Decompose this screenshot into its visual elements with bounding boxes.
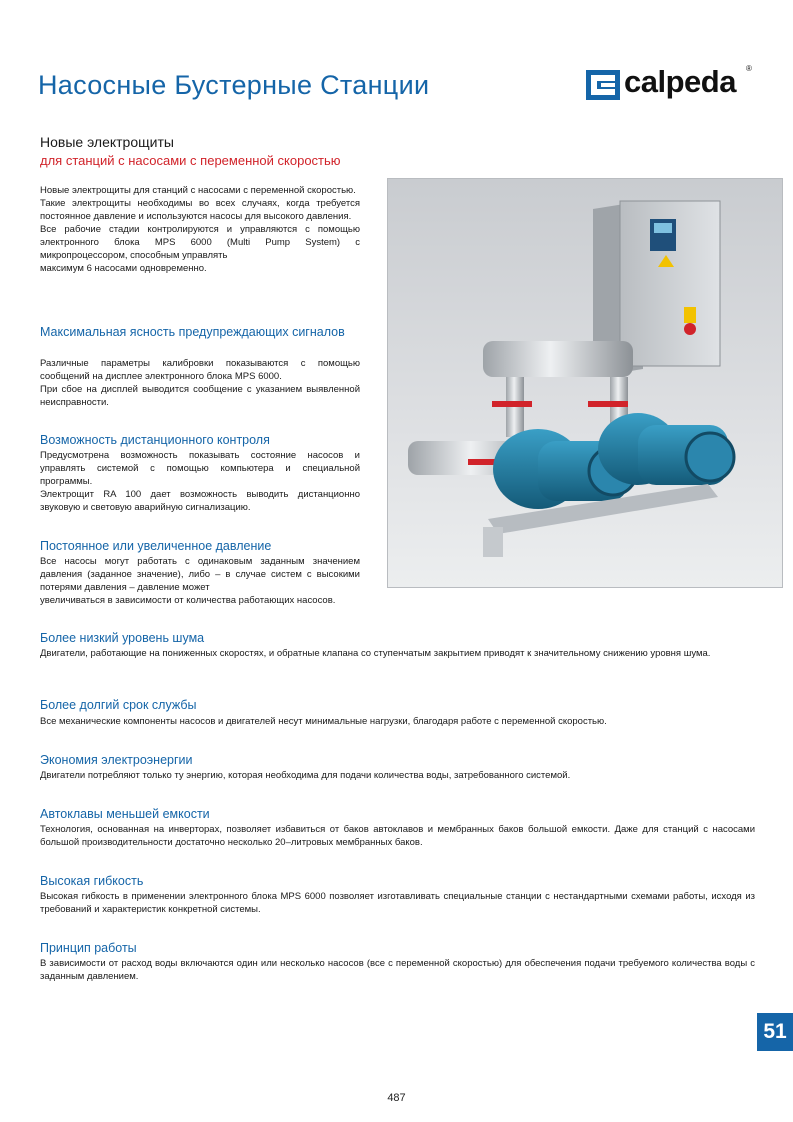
section-line: Различные параметры калибровки показываются с помощью сообщений на дисплее электронного блока MPS 6000.	[40, 358, 360, 382]
subtitle: Новые электрощиты	[40, 134, 174, 150]
section-heading: Экономия электроэнергии	[40, 753, 193, 767]
intro-line: максимум 6 насосами одновременно.	[40, 263, 207, 274]
intro-line: Все рабочие стадии контролируются и управляются с помощью электронного блока MPS 6000 (Multi Pump System) с микропроцессором, способным управлять	[40, 224, 360, 261]
calpeda-mark-icon	[586, 70, 620, 100]
section-line-wide: увеличиваться в зависимости от количества работающих насосов.	[40, 595, 336, 606]
section-text	[40, 555, 360, 594]
section-heading: Высокая гибкость	[40, 874, 144, 888]
product-photo	[387, 178, 783, 588]
subtitle-red: для станций с насосами с переменной скоростью	[40, 153, 341, 168]
section-text: Технология, основанная на инверторах, позволяет избавиться от баков автоклавов и мембранных баков большой емкости. Даже для станций с насосами большой производительности достаточно несколько 20–литровых мембранных баков.	[40, 824, 755, 848]
section-heading: Принцип работы	[40, 941, 137, 955]
intro-line: Новые электрощиты для станций с насосами с переменной скоростью.	[40, 185, 356, 196]
section-text	[40, 357, 360, 409]
booster-station-illustration	[388, 179, 782, 587]
section-line: Предусмотрена возможность показывать состояние насосов и управлять системой с помощью компьютера и специальной программы.	[40, 450, 360, 487]
section-text: Двигатели, работающие на пониженных скоростях, и обратные клапана со ступенчатым закрытием приводят к значительному снижению уровня шума.	[40, 648, 711, 659]
section-line: При сбое на дисплей выводится сообщение с указанием выявленной неисправности.	[40, 384, 360, 408]
section-text: Двигатели потребляют только ту энергию, которая необходима для подачи количества воды, затребованного системой.	[40, 770, 571, 781]
section-line: Электрощит RA 100 дает возможность выводить дистанционно звуковую и световую аварийную сигнализацию.	[40, 489, 360, 513]
calpeda-logo	[586, 66, 758, 106]
section-heading: Более низкий уровень шума	[40, 631, 205, 645]
section-heading: Автоклавы меньшей емкости	[40, 807, 210, 821]
section-heading: Постоянное или увеличенное давление	[40, 539, 272, 553]
intro-paragraph	[40, 184, 360, 275]
section-text: Все механические компоненты насосов и двигателей несут минимальные нагрузки, благодаря работе с переменной скоростью.	[40, 716, 607, 727]
section-heading: Возможность дистанционного контроля	[40, 433, 270, 447]
section-text: В зависимости от расход воды включаются один или несколько насосов (все с переменной скоростью) для обеспечения подачи требуемого количества воды с заданным давлением.	[40, 958, 755, 982]
page-number: 487	[387, 1092, 406, 1104]
logo-name: calpeda	[624, 64, 736, 99]
logo-registered: ®	[746, 64, 752, 73]
section-text	[40, 449, 360, 514]
section-heading: Максимальная ясность предупреждающих сигналов	[40, 325, 345, 339]
intro-line: Такие электрощиты необходимы во всех случаях, когда требуется постоянное давление и используются насосы для высокого давления.	[40, 198, 360, 222]
page-title: Насосные Бустерные Станции	[38, 70, 430, 100]
section-text: Высокая гибкость в применении электронного блока MPS 6000 позволяет изготавливать специальные станции с нестандартными схемами работы, исходя из требований и характеристик конкретной системы.	[40, 891, 755, 915]
section-heading: Более долгий срок службы	[40, 698, 197, 712]
section-line: Все насосы могут работать с одинаковым заданным значением давления (заданное значение), либо – в случае систем с высокими потерями давления – давление может	[40, 556, 360, 593]
chapter-badge: 51	[757, 1013, 793, 1051]
